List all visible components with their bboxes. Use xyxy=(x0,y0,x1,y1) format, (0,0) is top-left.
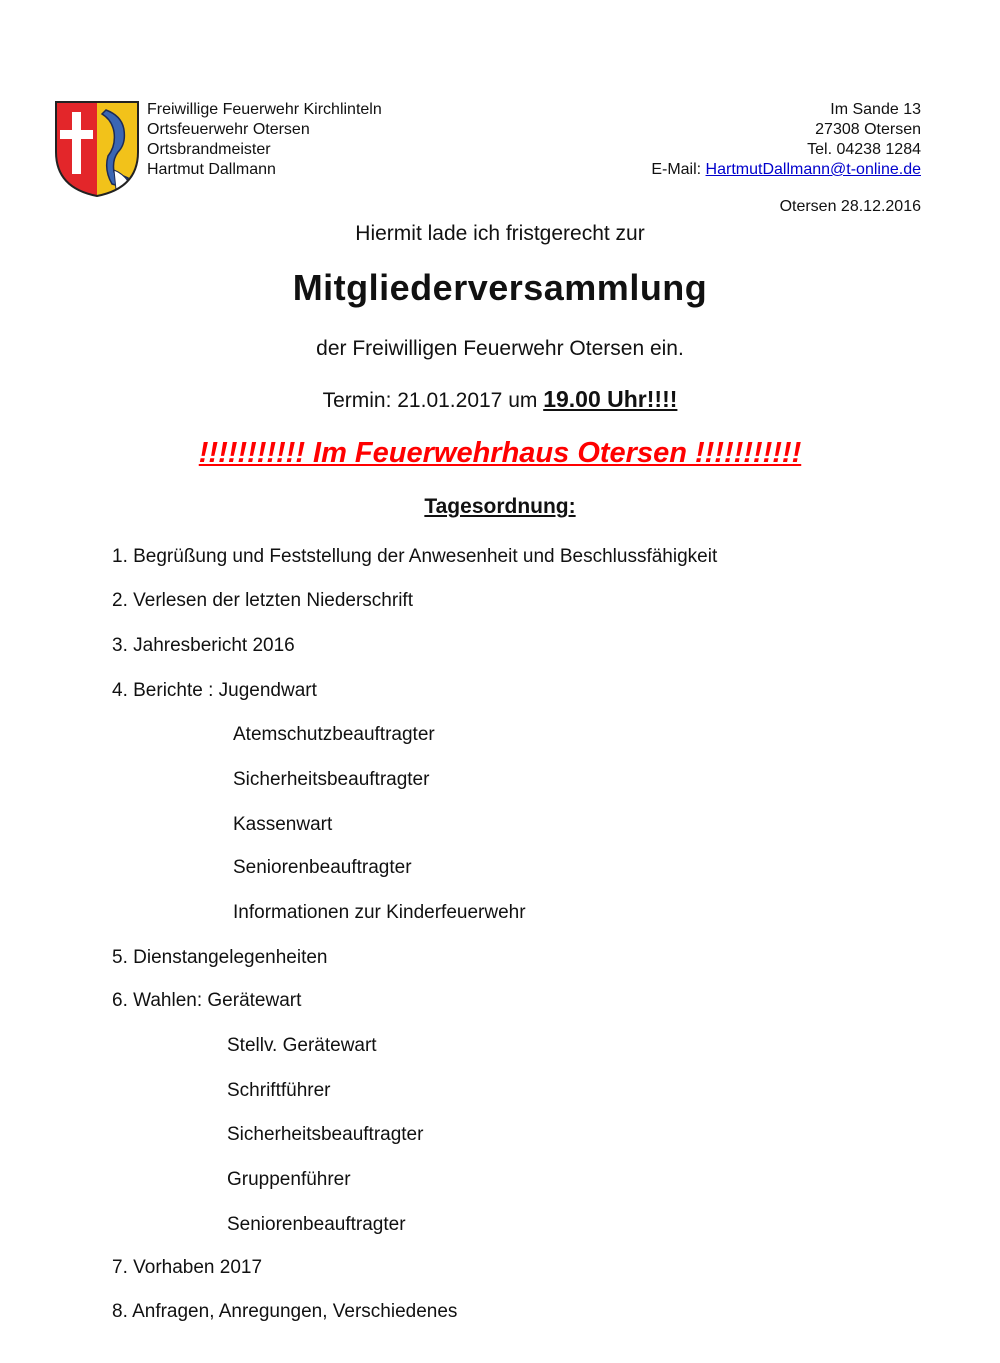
agenda-item: 3. Jahresbericht 2016 xyxy=(112,635,295,656)
agenda-item: 6. Wahlen: Gerätewart xyxy=(112,990,302,1011)
email-link[interactable]: HartmutDallmann@t-online.de xyxy=(705,161,921,178)
sender-organization: Freiwillige Feuerwehr Kirchlinteln xyxy=(147,101,382,118)
agenda-item: 7. Vorhaben 2017 xyxy=(112,1257,263,1278)
agenda-subitem: Seniorenbeauftragter xyxy=(227,1214,406,1235)
contact-phone: Tel. 04238 1284 xyxy=(807,141,921,158)
agenda-item: 4. Berichte : Jugendwart xyxy=(112,680,317,701)
agenda-heading: Tagesordnung: xyxy=(424,495,576,518)
agenda-item: 2. Verlesen der letzten Niederschrift xyxy=(112,590,413,611)
document-title: Mitgliederversammlung xyxy=(292,267,708,308)
agenda-subitem: Gruppenführer xyxy=(227,1169,351,1190)
meeting-time: 19.00 Uhr!!!! xyxy=(543,386,678,412)
sender-unit: Ortsfeuerwehr Otersen xyxy=(147,121,310,138)
intro-text: Hiermit lade ich fristgerecht zur xyxy=(355,222,645,245)
contact-city: 27308 Otersen xyxy=(815,121,921,138)
agenda-subitem: Atemschutzbeauftragter xyxy=(233,724,435,745)
meeting-location: !!!!!!!!!!! Im Feuerwehrhaus Otersen !!!!!!!!!!! xyxy=(198,437,802,469)
agenda-subitem: Seniorenbeauftragter xyxy=(233,857,412,878)
agenda-subitem: Schriftführer xyxy=(227,1080,331,1101)
contact-street: Im Sande 13 xyxy=(830,101,921,118)
agenda-item: 1. Begrüßung und Feststellung der Anwesenheit und Beschlussfähigkeit xyxy=(112,546,718,567)
agenda-subitem: Sicherheitsbeauftragter xyxy=(233,769,430,790)
agenda-subitem: Stellv. Gerätewart xyxy=(227,1035,377,1056)
agenda-subitem: Informationen zur Kinderfeuerwehr xyxy=(233,902,526,923)
letter-date: Otersen 28.12.2016 xyxy=(779,198,921,215)
termin-prefix: Termin: 21.01.2017 um xyxy=(322,389,544,412)
email-label: E-Mail: xyxy=(651,161,702,178)
agenda-subitem: Sicherheitsbeauftragter xyxy=(227,1124,424,1145)
sender-name: Hartmut Dallmann xyxy=(147,161,276,178)
agenda-subitem: Kassenwart xyxy=(233,814,333,835)
subtitle: der Freiwilligen Feuerwehr Otersen ein. xyxy=(316,337,684,360)
agenda-item: 5. Dienstangelegenheiten xyxy=(112,947,328,968)
sender-role: Ortsbrandmeister xyxy=(147,141,271,158)
agenda-item: 8. Anfragen, Anregungen, Verschiedenes xyxy=(112,1301,458,1322)
